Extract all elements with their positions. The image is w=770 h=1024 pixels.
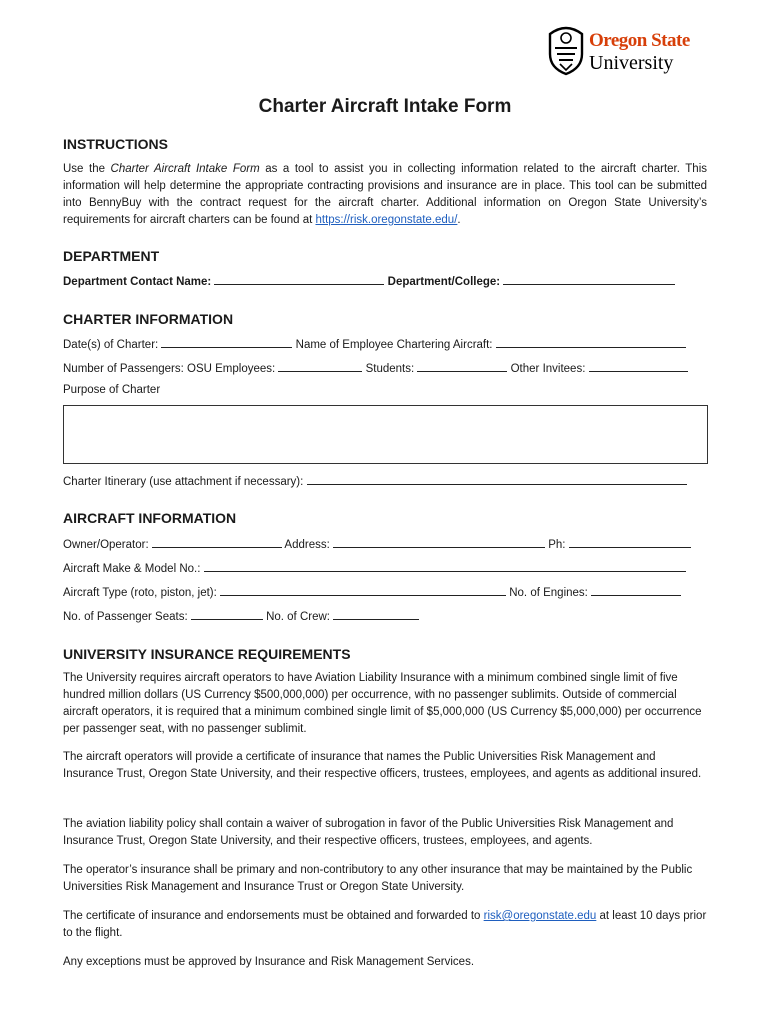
insurance-paragraph-2: The aircraft operators will provide a certificate of insurance that names the Public Universities Risk Management and Insurance Trust, Oregon State University, and their respective officers, trustees, employees, and agents as additional insured.: [63, 751, 702, 780]
osu-logo: [546, 22, 716, 80]
purpose-textbox[interactable]: [63, 405, 708, 464]
charter-heading: CHARTER INFORMATION: [63, 311, 234, 327]
passengers-employees-label: Number of Passengers: OSU Employees:: [63, 363, 276, 375]
department-row: [63, 273, 675, 288]
charter-dates-label: Date(s) of Charter:: [63, 339, 159, 351]
itinerary-field[interactable]: [307, 473, 687, 485]
instructions-text: Use the Charter Aircraft Intake Form as a tool to assist you in collecting information related to the aircraft charter. This information will help determine the appropriate contracting provisions and insurance are in place. This tool can be submitted into BennyBuy with the contract request for the aircraft charter. Additional information on Oregon State University’s requirements for aircraft charters can be found at https://risk.oregonstate.edu/.: [63, 163, 707, 226]
crew-field[interactable]: [333, 608, 419, 620]
aircraft-type-field[interactable]: [220, 584, 506, 596]
insurance-paragraph-4: The operator’s insurance shall be primary and non-contributory to any other insurance that may be maintained by the Public Universities Risk Management and Insurance Trust or Oregon State University.: [63, 864, 693, 893]
employee-chartering-field[interactable]: [496, 336, 686, 348]
purpose-label: Purpose of Charter: [63, 384, 161, 396]
students-label: Students:: [365, 363, 415, 375]
aircraft-row-3: [63, 584, 681, 599]
form-title: Charter Aircraft Intake Form: [258, 96, 512, 117]
phone-field[interactable]: [569, 536, 691, 548]
department-college-field[interactable]: [503, 273, 675, 285]
crew-label: No. of Crew:: [266, 611, 330, 623]
insurance-paragraph-6: Any exceptions must be approved by Insurance and Risk Management Services.: [63, 956, 475, 968]
itinerary-label: Charter Itinerary (use attachment if necessary):: [63, 476, 304, 488]
other-invitees-label: Other Invitees:: [510, 363, 586, 375]
risk-email-link[interactable]: risk@oregonstate.edu: [483, 910, 597, 922]
other-invitees-field[interactable]: [589, 360, 688, 372]
department-contact-label: Department Contact Name:: [63, 276, 212, 288]
owner-operator-label: Owner/Operator:: [63, 539, 149, 551]
owner-operator-field[interactable]: [152, 536, 282, 548]
risk-website-link[interactable]: https://risk.oregonstate.edu/: [315, 214, 458, 226]
aircraft-row-2: [63, 560, 686, 575]
insurance-heading: UNIVERSITY INSURANCE REQUIREMENTS: [63, 646, 351, 662]
insurance-paragraph-1: The University requires aircraft operators to have Aviation Liability Insurance with a minimum combined single limit of five hundred million dollars (US Currency $500,000,000) per occurrence, with no passenger sublimits. Outside of commercial aircraft operators, it is required that a minimum combined single limit of $5,000,000 (US Currency $5,000,000) per occurrence per passenger seat, with no passenger sublimit.: [63, 672, 702, 735]
charter-row-1: [63, 336, 686, 351]
department-contact-field[interactable]: [214, 273, 384, 285]
passenger-seats-field[interactable]: [191, 608, 263, 620]
make-model-label: Aircraft Make & Model No.:: [63, 563, 201, 575]
passengers-employees-field[interactable]: [278, 360, 362, 372]
students-field[interactable]: [417, 360, 507, 372]
department-heading: DEPARTMENT: [63, 248, 160, 264]
make-model-field[interactable]: [204, 560, 686, 572]
insurance-paragraph-5: The certificate of insurance and endorsements must be obtained and forwarded to risk@oregonstate.edu at least 10 days prior to the flight.: [63, 910, 707, 939]
phone-label: Ph:: [548, 539, 566, 551]
aircraft-heading: AIRCRAFT INFORMATION: [63, 510, 237, 526]
instructions-heading: INSTRUCTIONS: [63, 136, 168, 152]
aircraft-row-1: [63, 536, 691, 551]
engines-field[interactable]: [591, 584, 681, 596]
passenger-seats-label: No. of Passenger Seats:: [63, 611, 188, 623]
aircraft-type-label: Aircraft Type (roto, piston, jet):: [63, 587, 217, 599]
aircraft-row-4: [63, 608, 419, 623]
charter-dates-field[interactable]: [161, 336, 292, 348]
engines-label: No. of Engines:: [509, 587, 588, 599]
address-field[interactable]: [333, 536, 545, 548]
itinerary-row: [63, 473, 687, 488]
address-label: Address:: [284, 539, 330, 551]
osu-shield-icon: [546, 24, 586, 76]
department-college-label: Department/College:: [387, 276, 501, 288]
employee-chartering-label: Name of Employee Chartering Aircraft:: [295, 339, 493, 351]
charter-row-2: [63, 360, 688, 375]
insurance-paragraph-3: The aviation liability policy shall contain a waiver of subrogation in favor of the Public Universities Risk Management and Insurance Trust, Oregon State University, and their respective officers, trustees, employees, and agents.: [63, 818, 674, 847]
logo-text-university: University: [589, 52, 674, 74]
logo-text-oregon-state: Oregon State: [589, 30, 690, 51]
